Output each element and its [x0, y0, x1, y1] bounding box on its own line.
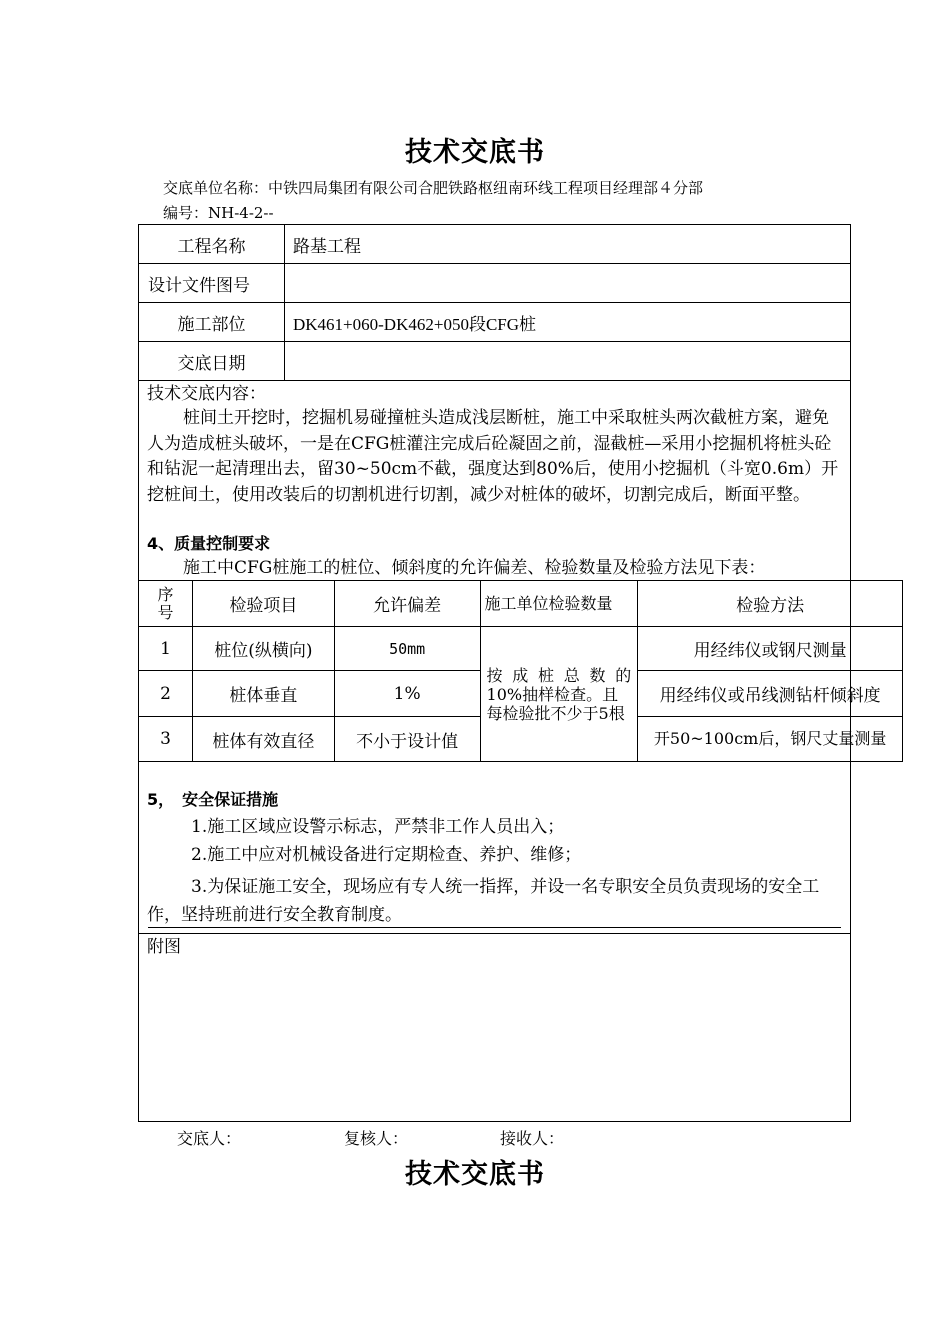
info-label-location: 施工部位: [177, 314, 246, 335]
row-no: 1: [139, 627, 193, 671]
row-item: 桩体有效直径: [192, 717, 334, 762]
attachment-label: 附图: [147, 937, 181, 957]
reviewer-label: 复核人：: [344, 1129, 409, 1148]
col-header-method: 检验方法: [638, 581, 903, 627]
section-4-heading: 4、质量控制要求: [147, 534, 271, 553]
section-5-heading: 5， 安全保证措施: [147, 790, 279, 809]
row-tolerance: 50mm: [334, 627, 480, 671]
info-value-date: [293, 342, 843, 380]
info-value-drawing: [293, 264, 843, 302]
section-4-intro: 施工中CFG桩施工的桩位、倾斜度的允许偏差、检验数量及检验方法见下表：: [183, 558, 766, 578]
presenter-label: 交底人：: [177, 1129, 242, 1148]
content-paragraph: 桩间土开挖时，挖掘机易碰撞桩头造成浅层断桩，施工中采取桩头两次截桩方案，避免人为造成桩头破坏，一是在CFG桩灌注完成后砼凝固之前，湿截桩—采用小挖掘机将桩头砼和钻泥一起清理出去，留30~50cm不截，强度达到80%后，使用小挖掘机（斗宽0.6m）开挖桩间土，使用改装后的切割机进行切割，减少对桩体的破坏，切割完成后，断面平整。: [147, 408, 839, 505]
info-label-drawing: 设计文件图号: [148, 275, 250, 296]
receiver-label: 接收人：: [500, 1129, 565, 1148]
document-title: 技术交底书: [405, 137, 545, 168]
info-label-date: 交底日期: [177, 353, 246, 374]
row-tolerance: 1%: [334, 671, 480, 717]
info-value-location: DK461+060-DK462+050段CFG桩: [293, 314, 537, 334]
row-method: 用经纬仪或钢尺测量: [638, 627, 903, 671]
quality-table: [138, 580, 903, 762]
safety-item-2: 2.施工中应对机械设备进行定期检查、养护、维修；: [191, 845, 582, 865]
row-item: 桩位(纵横向): [192, 627, 334, 671]
quantity-line-1: 按成桩总数的: [486, 665, 632, 685]
content-heading: 技术交底内容：: [147, 384, 266, 404]
info-label-project: 工程名称: [177, 236, 246, 257]
col-header-item: 检验项目: [192, 581, 334, 627]
info-value-project: 路基工程: [293, 236, 361, 257]
document-code: 编号：NH-4-2--: [163, 204, 274, 222]
table-row: [139, 627, 903, 671]
col-header-quantity: 施工单位检验数量: [480, 581, 638, 627]
safety-item-1: 1.施工区域应设警示标志，严禁非工作人员出入；: [191, 817, 565, 837]
unit-name: 交底单位名称：中铁四局集团有限公司合肥铁路枢纽南环线工程项目经理部４分部: [163, 179, 704, 197]
col-header-tolerance: 允许偏差: [334, 581, 480, 627]
row-no: 3: [139, 717, 193, 762]
row-method: 用经纬仪或吊线测钻杆倾斜度: [638, 671, 903, 717]
row-method: 开50~100cm后，钢尺丈量测量: [638, 717, 903, 762]
safety-item-3: 3.为保证施工安全，现场应有专人统一指挥，并设一名专职安全员负责现场的安全工作，坚持班前进行安全教育制度。: [147, 877, 820, 925]
quantity-text: 10%抽样检查。且每检验批不少于5根: [486, 684, 625, 723]
quantity-cell: [480, 627, 638, 762]
col-header-no: 序号: [139, 581, 193, 627]
row-item: 桩体垂直: [192, 671, 334, 717]
row-tolerance: 不小于设计值: [334, 717, 480, 762]
row-no: 2: [139, 671, 193, 717]
next-page-title: 技术交底书: [405, 1159, 545, 1190]
